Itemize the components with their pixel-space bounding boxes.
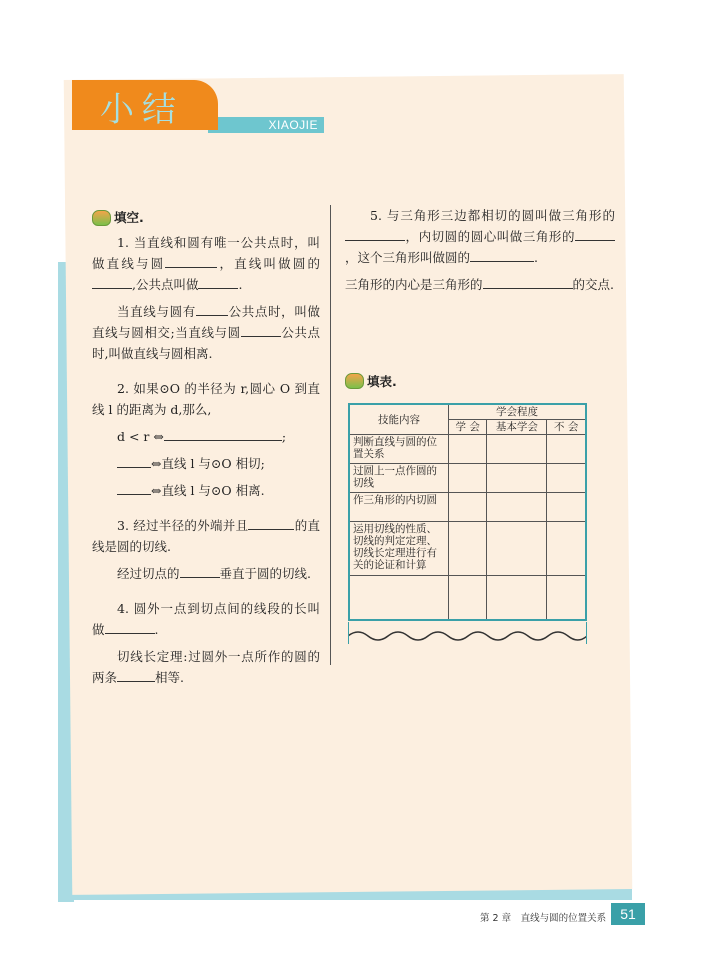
subcol-basic: 基本学会 [487,420,547,435]
question-5: 5. 与三角形三边都相切的圆叫做三角形的，内切圆的圆心叫做三角形的，这个三角形叫做圆的 . [345,208,615,265]
question-2: 2. 如果⊙O 的半径为 r,圆心 O 到直线 l 的距离为 d,那么, [92,381,320,417]
table-cell[interactable] [487,435,547,464]
fill-blank-heading [92,207,320,228]
table-row-skill: 作三角形的内切圆 [349,493,449,522]
table-cell[interactable] [449,435,487,464]
table-cell[interactable] [449,464,487,493]
section-subtitle: XIAOJIE [208,117,324,133]
table-cell[interactable] [349,576,449,620]
pencil-icon [92,210,111,226]
table-row-skill: 过圆上一点作圆的切线 [349,464,449,493]
blank[interactable] [165,254,217,268]
table-cell[interactable] [449,522,487,576]
page-number: 51 [611,903,645,925]
pencil-icon [345,373,364,389]
blank[interactable] [483,275,573,289]
blank[interactable] [470,248,534,262]
blank[interactable] [117,481,151,495]
question-1-cont: 当直线与圆有 公共点时，叫做直线与圆相交;当直线与圆 公共点时,叫做直线与圆相离. [92,304,320,361]
question-2-line2: ⇔直线 l 与⊙O 相切; [92,453,320,474]
question-4-cont: 切线长定理:过圆外一点所作的圆的两条 相等. [92,649,320,685]
question-3: 3. 经过半径的外端并且 的直线是圆的切线. [92,518,320,554]
fill-blank-title: 填空. [114,210,144,225]
table-cell[interactable] [487,464,547,493]
blank[interactable] [92,275,132,289]
table-cell[interactable] [449,493,487,522]
table-row-skill: 运用切线的性质、切线的判定定理、切线长定理进行有关的论证和计算 [349,522,449,576]
blank[interactable] [196,302,228,316]
left-column [92,207,320,694]
col-header-degree: 学会程度 [449,404,587,420]
blank[interactable] [117,454,151,468]
table-cell[interactable] [547,493,586,522]
skill-table [348,403,587,621]
table-cell[interactable] [449,576,487,620]
question-5-cont: 三角形的内心是三角形的 的交点. [345,277,614,292]
subcol-learned: 学 会 [449,420,487,435]
blank[interactable] [575,227,615,241]
table-cell[interactable] [547,522,586,576]
chapter-footer: 第 2 章 直线与圆的位置关系 [480,913,607,924]
question-2-line1: d < r ⇔ ; [117,429,287,444]
question-1: 1. 当直线和圆有唯一公共点时，叫做直线与圆 ，直线叫做圆的,公共点叫做 . [92,235,320,292]
table-row-skill: 判断直线与圆的位置关系 [349,435,449,464]
table-cell[interactable] [487,576,547,620]
blank[interactable] [241,323,281,337]
blank[interactable] [164,427,282,441]
blank[interactable] [248,516,294,530]
blank[interactable] [105,620,155,634]
table-cell[interactable] [547,435,586,464]
question-2-line3: ⇔直线 l 与⊙O 相离. [92,480,320,501]
blank[interactable] [180,564,220,578]
table-cell[interactable] [547,576,586,620]
question-4: 4. 圆外一点到切点间的线段的长叫做 . [92,601,320,637]
column-divider [330,205,331,665]
section-title-tab [72,80,218,130]
right-column [345,205,615,301]
blank[interactable] [198,275,238,289]
fill-table-title: 填表. [367,374,397,389]
subcol-not: 不 会 [547,420,586,435]
col-header-skill: 技能内容 [349,404,449,435]
blank[interactable] [345,227,405,241]
table-cell[interactable] [487,522,547,576]
section-title: 小结 [100,90,184,130]
table-cell[interactable] [547,464,586,493]
table-cell[interactable] [487,493,547,522]
question-3-cont: 经过切点的 垂直于圆的切线. [117,566,311,581]
fill-table-heading [345,372,397,390]
blank[interactable] [117,668,155,682]
torn-edge-wave [348,622,587,652]
